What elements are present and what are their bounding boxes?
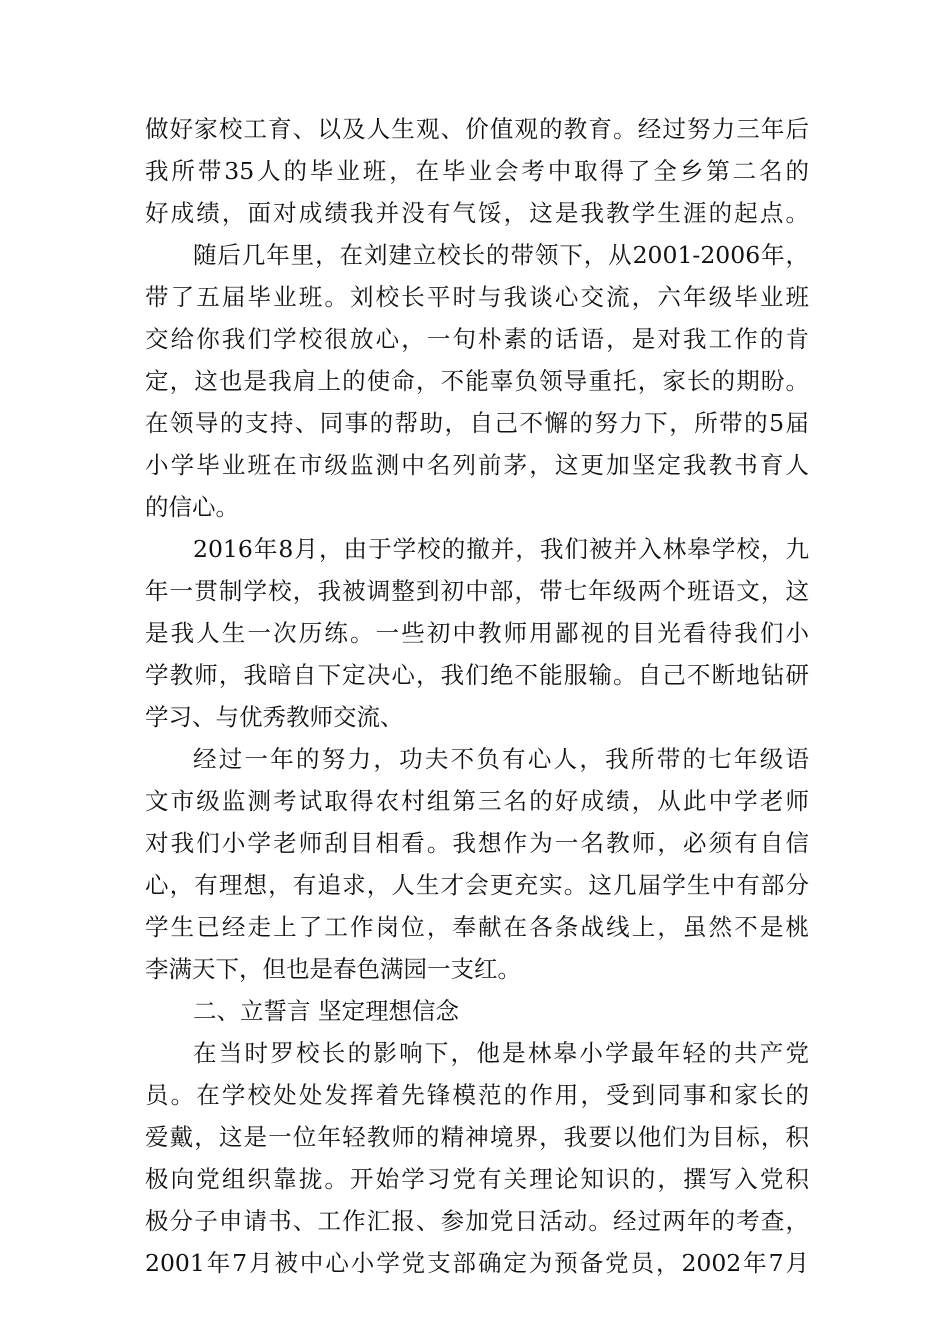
text-line: 带了五届毕业班。刘校长平时与我谈心交流，六年级毕业班	[145, 283, 809, 311]
section-heading: 二、立誓言 坚定理想信念	[193, 997, 459, 1025]
text-line: 定，这也是我肩上的使命，不能辜负领导重托，家长的期盼。	[145, 367, 809, 395]
text-line: 在领导的支持、同事的帮助，自己不懈的努力下，所带的5届	[145, 409, 809, 437]
text-line: 学生已经走上了工作岗位，奉献在各条战线上，虽然不是桃	[145, 913, 809, 941]
text-line: 极分子申请书、工作汇报、参加党日活动。经过两年的考查，	[145, 1207, 809, 1235]
paragraph-last-line: 学习、与优秀教师交流、	[145, 703, 404, 731]
text-line: 我所带35人的毕业班，在毕业会考中取得了全乡第二名的	[145, 157, 809, 185]
text-line: 年一贯制学校，我被调整到初中部，带七年级两个班语文，这	[145, 577, 809, 605]
paragraph-first-line: 经过一年的努力，功夫不负有心人，我所带的七年级语	[193, 745, 809, 773]
text-line: 爱戴，这是一位年轻教师的精神境界，我要以他们为目标，积	[145, 1123, 809, 1151]
text-line: 小学毕业班在市级监测中名列前茅，这更加坚定我教书育人	[145, 451, 809, 479]
text-line: 学教师，我暗自下定决心，我们绝不能服输。自己不断地钻研	[145, 661, 809, 689]
text-line: 对我们小学老师刮目相看。我想作为一名教师，必须有自信	[145, 829, 809, 857]
text-line: 好成绩，面对成绩我并没有气馁，这是我教学生涯的起点。	[145, 199, 809, 227]
text-line: 文市级监测考试取得农村组第三名的好成绩，从此中学老师	[145, 787, 809, 815]
text-line: 交给你我们学校很放心，一句朴素的话语，是对我工作的肯	[145, 325, 809, 353]
text-line: 是我人生一次历练。一些初中教师用鄙视的目光看待我们小	[145, 619, 809, 647]
text-line: 员。在学校处处发挥着先锋模范的作用，受到同事和家长的	[145, 1081, 809, 1109]
text-line: 2001年7月被中心小学党支部确定为预备党员，2002年7月	[145, 1249, 809, 1277]
paragraph-first-line: 随后几年里，在刘建立校长的带领下，从2001-2006年，	[193, 241, 809, 269]
text-line: 做好家校工育、以及人生观、价值观的教育。经过努力三年后	[145, 115, 809, 143]
paragraph-last-line: 的信心。	[145, 493, 239, 521]
paragraph-last-line: 李满天下，但也是春色满园一支红。	[145, 955, 521, 983]
text-line: 心，有理想，有追求，人生才会更充实。这几届学生中有部分	[145, 871, 809, 899]
document-page	[145, 108, 809, 1284]
paragraph-first-line: 2016年8月，由于学校的撤并，我们被并入林皋学校，九	[193, 535, 809, 563]
paragraph-first-line: 在当时罗校长的影响下，他是林皋小学最年轻的共产党	[193, 1039, 809, 1067]
text-line: 极向党组织靠拢。开始学习党有关理论知识的，撰写入党积	[145, 1165, 809, 1193]
